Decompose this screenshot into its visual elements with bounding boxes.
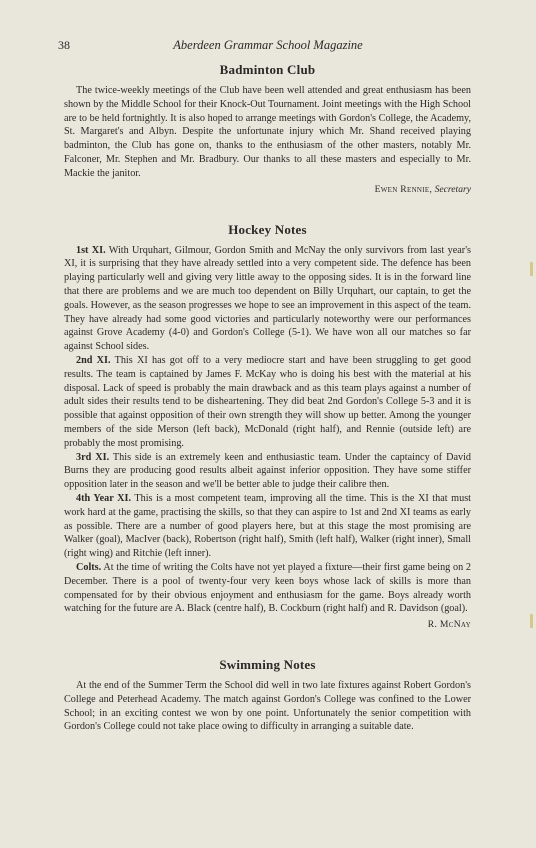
hockey-paragraph-2nd-xi [64,354,471,451]
page-edge-tab-mark [530,262,533,276]
hockey-signature [64,618,471,631]
hockey-run-head: 3rd XI. [76,451,110,463]
hockey-run-head: Colts. [76,561,102,573]
hockey-paragraph-text: With Urquhart, Gilmour, Gordon Smith and McNay the only survivors from last year's XI, it is surprising that they have already settled into a very competent side. The defence has been playing particularly well and giving very little away to the opposing sides. It is in the forward line that there are problems and we are much too dependent on Billy Urquhart, our captain, to get the goals. However, as the season progresses we hope to see an improvement in this aspect of the team. They have already had some good victories and particularly noteworthy were our performances against Grove Academy (4-0) and Gordon's College (5-1). We have won all our matches so far against School sides. [64,244,471,353]
badminton-signature [64,183,471,196]
swimming-body: At the end of the Summer Term the School did well in two late fixtures against Robert Gordon's College and Peterhead Academy. The match against Gordon's College was confined to the Lower School; in an exciting contest we won by one point. Unfortunately the senior competition with Gordon's College could not take place owing to difficulty in arranging a suitable date. [64,680,471,733]
page-header [58,38,478,54]
running-title: Aberdeen Grammar School Magazine [173,38,363,52]
badminton-heading: Badminton Club [219,62,316,77]
hockey-paragraph-4th-year-xi [64,492,471,561]
hockey-paragraph-3rd-xi [64,451,471,492]
hockey-paragraph-text: This side is an extremely keen and enthusiastic team. Under the captaincy of David Burns they are producing good results albeit against inferior opposition. They have some stiffer opposition later in the season and we'll be better able to judge their calibre then. [64,451,471,491]
hockey-run-head: 1st XI. [76,244,106,256]
hockey-run-head: 2nd XI. [76,354,111,366]
badminton-body: The twice-weekly meetings of the Club have been well attended and great enthusiasm has been shown by the Middle School for their Knock-Out Tournament. Joint meetings with the High School are to be held fortnightly. It is also hoped to arrange meetings with Gordon's College, the Academy, St. Margaret's and Albyn. Despite the unfortunate injury which Mr. Shand received playing badminton, the Club has gone on, thanks to the enthusiasm of the other masters, notably Mr. Falconer, Mr. Stephen and Mr. Bradbury. Our thanks to all these masters and especially to Mr. Mackie the janitor. [64,85,471,179]
hockey-heading: Hockey Notes [228,221,307,237]
signature-name: Ewen Rennie, [374,183,433,195]
hockey-paragraph-text: At the time of writing the Colts have not yet played a fixture—their first game being on 2 December. There is a pool of twenty-four very keen boys whose lack of skills is more than compensated for by their obvious enjoyment and enthusiasm for the game. Boys already worth watching for the future are A. Black (centre half), B. Cockburn (right half) and R. Davidson (goal). [64,561,471,615]
hockey-paragraph-text: This is a most competent team, improving all the time. This is the XI that must work hard at the game, practising the skills, so that they can aspire to 1st and 2nd XI teams as early as possible. There are a number of good players here, but at this stage the most promising are Walker (goal), MacIver (back), Robertson (right half), Smith (left half), Walker (right inner), Small (right wing) and Ritchie (left inner). [64,492,471,560]
page-content [64,62,471,734]
hockey-section [64,222,471,632]
hockey-run-head: 4th Year XI. [76,492,131,504]
badminton-section [64,62,471,196]
signature-name: R. McNay [427,619,471,631]
hockey-paragraph-text: This XI has got off to a very mediocre start and have been struggling to get good results. The team is captained by James F. McKay who is doing his best with the material at his disposal. Lack of speed is probably the main drawback and as this team plays against a number of adult sides their results tend to be disheartening. They did beat 2nd Gordon's College 5-3 and it is possible that against opposition of their own strength they will show up better. Among the younger members of the side Merson (left back), McDonald (right half), and Rennie (outside left) are probably the most promising. [64,354,471,449]
swimming-heading: Swimming Notes [219,657,316,673]
hockey-paragraph-colts [64,561,471,616]
hockey-paragraph-1st-xi [64,244,471,354]
signature-role: Secretary [434,183,471,195]
page-number: 38 [58,38,70,52]
swimming-section [64,657,471,734]
page-edge-tab-mark [530,614,533,628]
